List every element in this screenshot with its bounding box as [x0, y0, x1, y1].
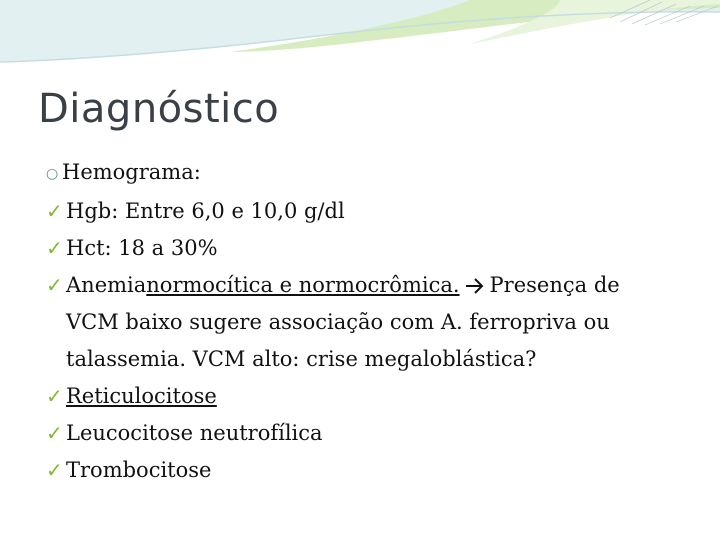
arrow-right-icon	[464, 275, 486, 297]
item-hgb: Hgb: Entre 6,0 e 10,0 g/dl	[66, 199, 345, 223]
checkmark-icon: ✓	[46, 458, 63, 482]
item-trombocitose: Trombocitose	[66, 458, 212, 482]
list-item	[46, 415, 686, 452]
checkmark-icon: ✓	[46, 273, 63, 297]
list-item	[46, 452, 686, 489]
slide-content	[46, 154, 686, 489]
list-item	[46, 267, 686, 378]
item-reticulocitose: Reticulocitose	[66, 384, 217, 408]
header-decoration	[0, 0, 720, 80]
item-anemia-cont1: VCM baixo sugere associação com A. ferropriva ou	[66, 310, 610, 334]
checkmark-icon: ✓	[46, 384, 63, 408]
item-anemia-lead: Anemia	[66, 273, 147, 297]
item-anemia-cont2: talassemia. VCM alto: crise megaloblástica?	[66, 347, 537, 371]
slide-title: Diagnóstico	[38, 86, 280, 132]
section-label: Hemograma:	[62, 160, 201, 184]
circle-bullet-icon: ○	[46, 166, 59, 182]
list-item	[46, 193, 686, 230]
list-item	[46, 230, 686, 267]
checkmark-icon: ✓	[46, 199, 63, 223]
section-heading	[46, 154, 686, 193]
item-anemia-tail: Presença de	[489, 273, 620, 297]
checkmark-icon: ✓	[46, 236, 63, 260]
item-leucocitose: Leucocitose neutrofílica	[66, 421, 323, 445]
item-hct: Hct: 18 a 30%	[66, 236, 218, 260]
checkmark-icon: ✓	[46, 421, 63, 445]
list-item	[46, 378, 686, 415]
item-anemia-underlined: normocítica e normocrômica.	[146, 273, 460, 297]
